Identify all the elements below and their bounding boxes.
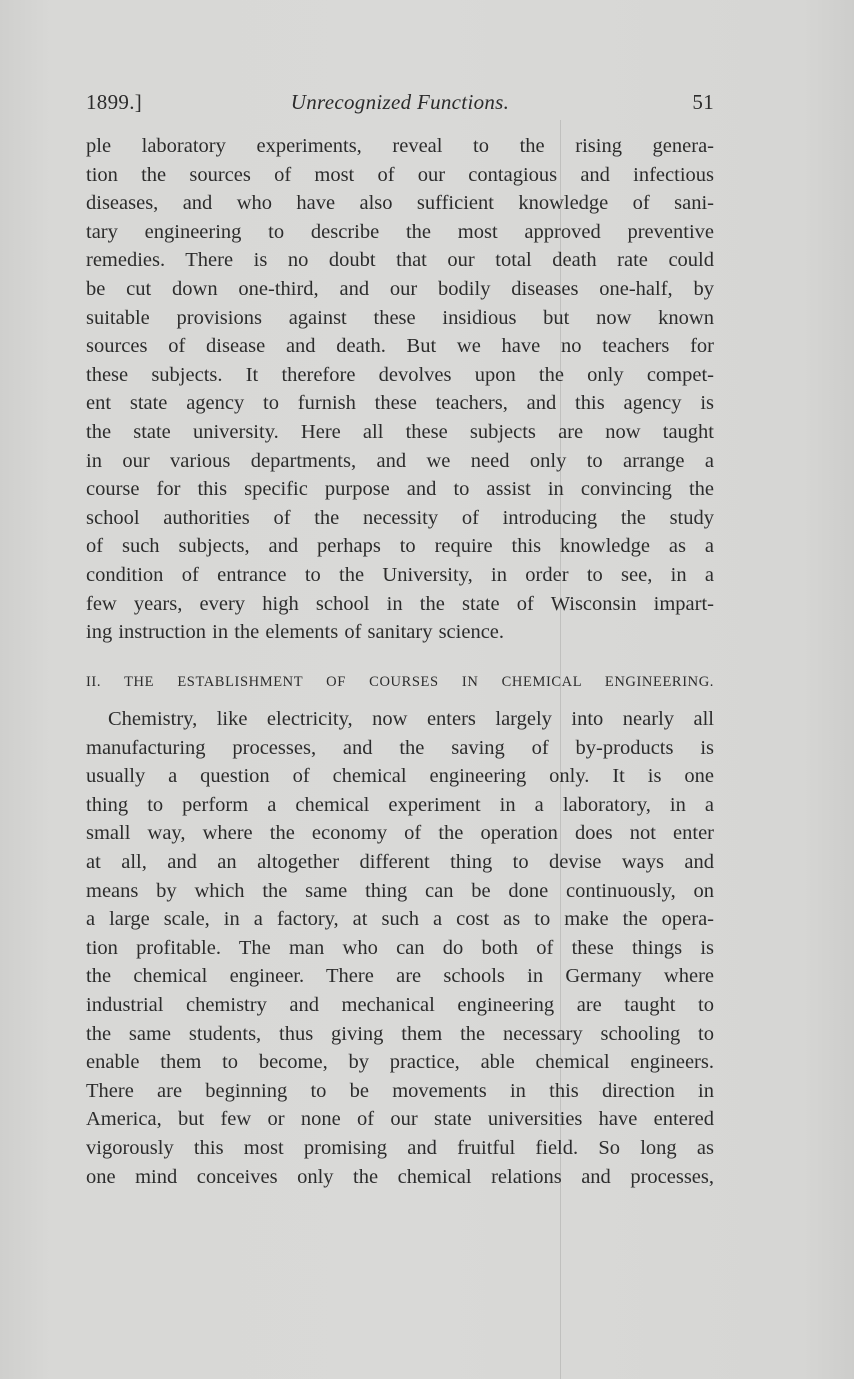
- text-line: usually a question of chemical engineering only. It is one: [86, 765, 714, 788]
- text-line: means by which the same thing can be done continuously, on: [86, 879, 714, 902]
- text-line: Chemistry, like electricity, now enters largely into nearly all: [108, 708, 714, 730]
- text-line: a large scale, in a factory, at such a cost as to make the opera-: [86, 908, 714, 931]
- text-line: There are beginning to be movements in this direction in: [86, 1079, 714, 1102]
- text-line: America, but few or none of our state universities have entered: [86, 1108, 714, 1131]
- text-line: industrial chemistry and mechanical engineering are taught to: [86, 993, 714, 1016]
- text-line: these subjects. It therefore devolves upon the only compet-: [86, 363, 714, 386]
- text-line: diseases, and who have also sufficient knowledge of sani-: [86, 192, 714, 215]
- text-line: small way, where the economy of the operation does not enter: [86, 822, 714, 845]
- section-heading: II. THE ESTABLISHMENT OF COURSES IN CHEMICAL ENGINEERING.: [86, 674, 714, 690]
- text-line: manufacturing processes, and the saving of by-products is: [86, 736, 714, 759]
- text-line: condition of entrance to the University, in order to see, in a: [86, 563, 714, 586]
- text-line: of such subjects, and perhaps to require this knowledge as a: [86, 535, 714, 558]
- text-line: at all, and an altogether different thing to devise ways and: [86, 850, 714, 873]
- text-line: ent state agency to furnish these teachers, and this agency is: [86, 392, 714, 415]
- text-line: ing instruction in the elements of sanitary science.: [86, 621, 505, 644]
- text-line: vigorously this most promising and fruitful field. So long as: [86, 1136, 714, 1159]
- text-line: few years, every high school in the state of Wisconsin impart-: [86, 592, 714, 615]
- text-line: thing to perform a chemical experiment in a laboratory, in a: [86, 793, 714, 816]
- header-running-title: Unrecognized Functions.: [290, 90, 510, 114]
- text-line: in our various departments, and we need only to arrange a: [86, 449, 714, 472]
- text-line: be cut down one-third, and our bodily diseases one-half, by: [86, 277, 714, 300]
- text-line: the same students, thus giving them the necessary schooling to: [86, 1022, 714, 1045]
- text-line: ple laboratory experiments, reveal to the rising genera-: [86, 135, 714, 157]
- paragraph-2: [86, 705, 714, 1191]
- text-line: one mind conceives only the chemical relations and processes,: [86, 1165, 714, 1188]
- text-line: suitable provisions against these insidious but now known: [86, 306, 714, 329]
- page-number: 51: [692, 90, 714, 114]
- text-line: the chemical engineer. There are schools in Germany where: [86, 965, 714, 988]
- text-line: remedies. There is no doubt that our total death rate could: [86, 249, 714, 272]
- text-line: tary engineering to describe the most approved preventive: [86, 220, 714, 243]
- text-line: enable them to become, by practice, able chemical engineers.: [86, 1051, 714, 1074]
- text-line: tion the sources of most of our contagious and infectious: [86, 163, 714, 186]
- text-line: tion profitable. The man who can do both of these things is: [86, 936, 714, 959]
- paragraph-1: [86, 132, 714, 647]
- text-line: sources of disease and death. But we have no teachers for: [86, 335, 714, 358]
- running-header: [86, 90, 714, 120]
- header-year: 1899.]: [86, 90, 143, 114]
- text-line: the state university. Here all these subjects are now taught: [86, 420, 714, 443]
- text-line: course for this specific purpose and to assist in convincing the: [86, 478, 714, 501]
- text-line: school authorities of the necessity of introducing the study: [86, 506, 714, 529]
